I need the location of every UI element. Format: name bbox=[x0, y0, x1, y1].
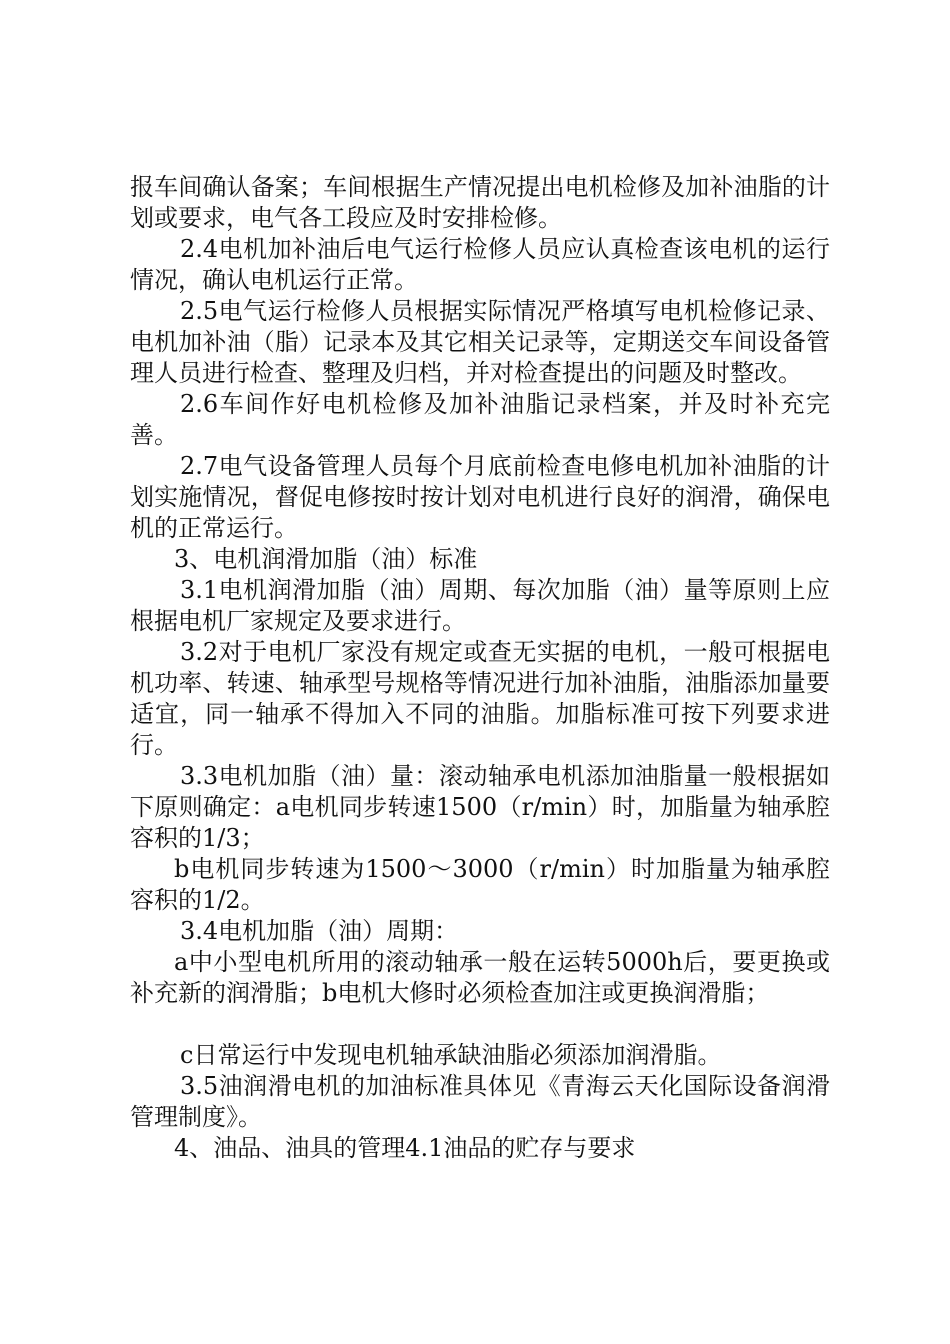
paragraph-3-5: 3.5油润滑电机的加油标准具体见《青海云天化国际设备润滑管理制度》。 bbox=[130, 1072, 830, 1131]
section-heading-4: 4、油品、油具的管理4.1油品的贮存与要求 bbox=[174, 1134, 636, 1162]
paragraph-2-7: 2.7电气设备管理人员每个月底前检查电修电机加补油脂的计划实施情况，督促电修按时按计划对电机进行良好的润滑，确保电机的正常运行。 bbox=[130, 452, 830, 542]
paragraph-2-6: 2.6车间作好电机检修及加补油脂记录档案，并及时补充完善。 bbox=[130, 390, 830, 449]
blank-line bbox=[130, 1009, 830, 1040]
paragraph-3-4: 3.4电机加脂（油）周期： bbox=[180, 917, 459, 945]
paragraph-1: 报车间确认备案；车间根据生产情况提出电机检修及加补油脂的计划或要求，电气各工段应及时安排检修。 bbox=[130, 173, 830, 232]
paragraph-3-4-c: c日常运行中发现电机轴承缺油脂必须添加润滑脂。 bbox=[180, 1041, 722, 1069]
paragraph-3-3-b: b电机同步转速为1500～3000（r/min）时加脂量为轴承腔容积的1/2。 bbox=[130, 855, 830, 914]
paragraph-3-4-a: a中小型电机所用的滚动轴承一般在运转5000h后，要更换或补充新的润滑脂；b电机大修时必须检查加注或更换润滑脂； bbox=[130, 948, 830, 1007]
document-body bbox=[130, 172, 830, 1164]
paragraph-3-1: 3.1电机润滑加脂（油）周期、每次加脂（油）量等原则上应根据电机厂家规定及要求进行。 bbox=[130, 576, 830, 635]
paragraph-2-4: 2.4电机加补油后电气运行检修人员应认真检查该电机的运行情况，确认电机运行正常。 bbox=[130, 235, 830, 294]
paragraph-3-3: 3.3电机加脂（油）量：滚动轴承电机添加油脂量一般根据如下原则确定：a电机同步转速1500（r/min）时，加脂量为轴承腔容积的1/3； bbox=[130, 762, 830, 852]
paragraph-3-2: 3.2对于电机厂家没有规定或查无实据的电机，一般可根据电机功率、转速、轴承型号规格等情况进行加补油脂，油脂添加量要适宜，同一轴承不得加入不同的油脂。加脂标准可按下列要求进行。 bbox=[130, 638, 830, 759]
paragraph-2-5: 2.5电气运行检修人员根据实际情况严格填写电机检修记录、电机加补油（脂）记录本及其它相关记录等，定期送交车间设备管理人员进行检查、整理及归档，并对检查提出的问题及时整改。 bbox=[130, 297, 830, 387]
section-heading-3: 3、电机润滑加脂（油）标准 bbox=[174, 545, 478, 573]
